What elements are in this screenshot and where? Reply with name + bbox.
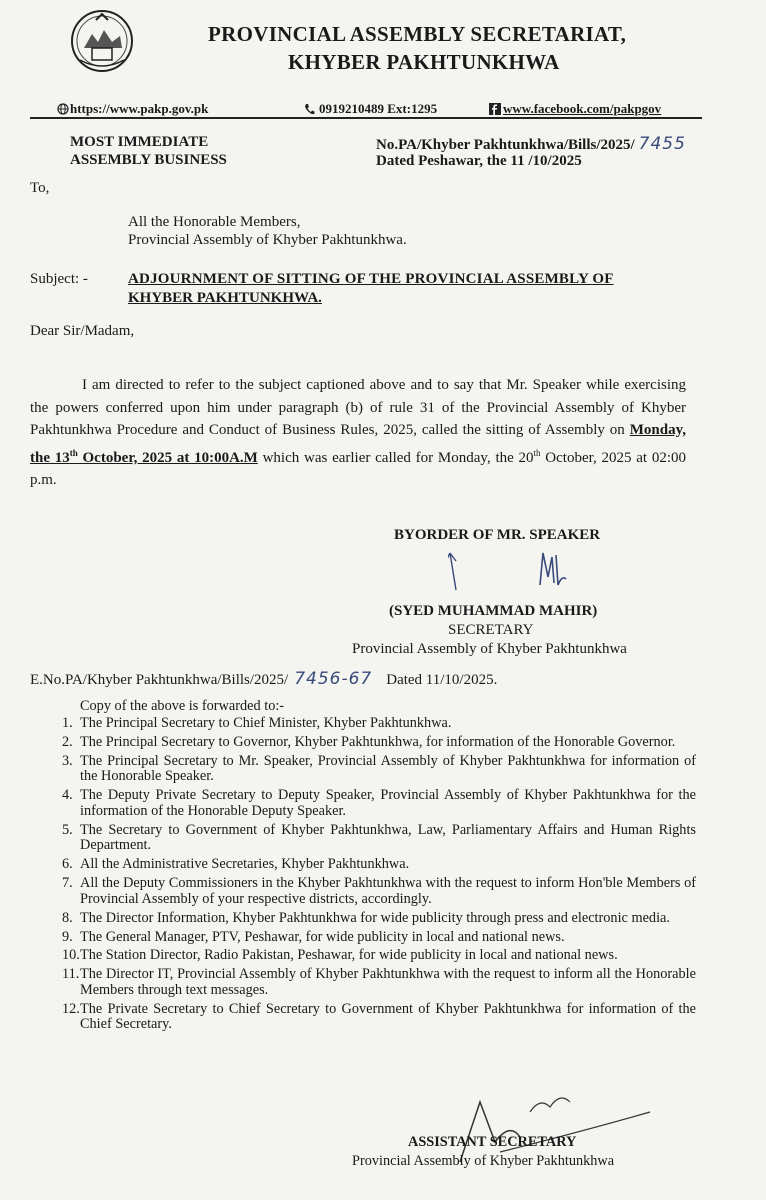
list-item-number: 12. <box>62 1000 80 1017</box>
list-item <box>62 967 696 998</box>
list-item <box>62 716 696 732</box>
signatory-designation: SECRETARY <box>448 622 534 638</box>
list-item-number: 1. <box>62 715 73 731</box>
body-text-3: October, 2025 at 02:00 p.m. <box>30 449 686 488</box>
list-item-number: 6. <box>62 856 73 873</box>
list-item-text: The Director Information, Khyber Pakhtunkhwa for wide publicity through press and electronic media. <box>80 909 670 926</box>
subject-line2: KHYBER PAKHTUNKHWA. <box>128 290 322 306</box>
list-item-number: 8. <box>62 909 73 926</box>
list-item-number: 4. <box>62 787 73 804</box>
website-contact[interactable] <box>57 101 208 117</box>
list-item <box>62 948 696 964</box>
list-item <box>62 857 696 873</box>
header-title-line1: PROVINCIAL ASSEMBLY SECRETARIAT, <box>208 22 627 46</box>
list-item-number: 10. <box>62 947 80 964</box>
facebook-link[interactable]: www.facebook.com/pakpgov <box>503 101 662 116</box>
subject-line1: ADJOURNMENT OF SITTING OF THE PROVINCIAL ASSEMBLY OF <box>128 271 614 287</box>
list-item-text: The Station Director, Radio Pakistan, Peshawar, for wide publicity in local and national news. <box>80 947 618 964</box>
header-title-line2: KHYBER PAKHTUNKHWA <box>288 50 560 74</box>
list-item-text: The Private Secretary to Chief Secretary to Government of Khyber Pakhtunkhwa for information of the Chief Secretary. <box>80 1000 696 1033</box>
list-item-text: The Deputy Private Secretary to Deputy Speaker, Provincial Assembly of Khyber Pakhtunkhwa for the information of the Honorable Deputy Speaker. <box>80 787 696 819</box>
list-item-text: The Principal Secretary to Mr. Speaker, Provincial Assembly of Khyber Pakhtunkhwa for information of the Honorable Speaker. <box>80 752 696 785</box>
to-label: To, <box>30 180 50 196</box>
website-link[interactable]: https://www.pakp.gov.pk <box>70 101 209 116</box>
priority-line1: MOST IMMEDIATE <box>70 134 209 150</box>
list-item-number: 3. <box>62 752 73 769</box>
phone-contact <box>304 101 437 117</box>
phone-icon <box>304 103 315 115</box>
signatory-name: (SYED MUHAMMAD MAHIR) <box>389 603 598 619</box>
globe-icon <box>57 103 69 115</box>
list-item <box>62 735 696 751</box>
body-highlight-b: October, 2025 at 10:00A.M <box>77 449 258 466</box>
endorsement-text: E.No.PA/Khyber Pakhtunkhwa/Bills/2025/ <box>30 672 289 688</box>
assistant-secretary-office: Provincial Assembly of Khyber Pakhtunkhwa <box>352 1153 615 1169</box>
list-item-text: The Secretary to Government of Khyber Pakhtunkhwa, Law, Parliamentary Affairs and Human Rights Department. <box>80 821 696 854</box>
body-paragraph <box>30 374 686 492</box>
handwritten-signature <box>448 545 568 605</box>
list-item <box>62 1002 696 1033</box>
list-item-number: 5. <box>62 821 73 838</box>
list-item-number: 11. <box>62 966 80 983</box>
header-divider <box>30 117 702 119</box>
signature-order: BYORDER OF MR. SPEAKER <box>394 527 601 543</box>
list-item <box>62 754 696 785</box>
reference-date: Dated Peshawar, the 11 /10/2025 <box>376 153 582 169</box>
endorsement-date: Dated 11/10/2025. <box>386 672 498 688</box>
body-text2-sup: th <box>533 447 541 458</box>
reference-text: No.PA/Khyber Pakhtunkhwa/Bills/2025/ <box>376 137 635 153</box>
list-item-number: 2. <box>62 733 73 750</box>
addressee-line2: Provincial Assembly of Khyber Pakhtunkhwa. <box>128 232 407 248</box>
assistant-secretary-designation: ASSISTANT SECRETARY <box>408 1134 577 1150</box>
body-text-1: I am directed to refer to the subject captioned above and to say that Mr. Speaker while exercising the powers conferred upon him under paragraph (b) of rule 31 of the Provincial Assembly of Khyber Pakhtunkhwa Procedure and Conduct of Business Rules, 2025, called the sitting of Assembly on <box>30 377 686 438</box>
priority-line2: ASSEMBLY BUSINESS <box>70 152 227 168</box>
list-item-text: The General Manager, PTV, Peshawar, for wide publicity in local and national news. <box>80 928 565 945</box>
list-item <box>62 788 696 819</box>
list-item-text: All the Deputy Commissioners in the Khyber Pakhtunkhwa with the request to inform Hon'ble Members of Provincial Assembly of your respective districts, accordingly. <box>80 875 696 907</box>
assembly-emblem-icon <box>70 8 134 74</box>
copy-intro: Copy of the above is forwarded to:- <box>80 698 285 714</box>
endorsement-handwritten: 7456-67 <box>294 669 373 689</box>
list-item <box>62 823 696 854</box>
phone-number: 0919210489 Ext:1295 <box>319 101 438 116</box>
copy-list <box>62 716 696 1036</box>
addressee-line1: All the Honorable Members, <box>128 214 301 230</box>
list-item-text: The Principal Secretary to Governor, Khyber Pakhtunkhwa, for information of the Honorable Governor. <box>80 733 676 750</box>
signatory-office: Provincial Assembly of Khyber Pakhtunkhwa <box>352 641 627 657</box>
facebook-contact[interactable] <box>489 101 661 117</box>
list-item-text: The Director IT, Provincial Assembly of Khyber Pakhtunkhwa with the request to inform all the Honorable Members through text messages. <box>80 966 696 998</box>
list-item-text: All the Administrative Secretaries, Khyber Pakhtunkhwa. <box>80 856 410 873</box>
reference-handwritten: 7455 <box>638 134 686 154</box>
salutation: Dear Sir/Madam, <box>30 323 135 339</box>
body-highlight-sup: th <box>69 447 78 458</box>
facebook-icon <box>489 103 501 115</box>
list-item-text: The Principal Secretary to Chief Minister, Khyber Pakhtunkhwa. <box>80 715 452 731</box>
list-item-number: 7. <box>62 875 73 892</box>
list-item <box>62 876 696 907</box>
body-text-2: which was earlier called for Monday, the 20 <box>257 449 534 466</box>
body-highlight-a: Monday, the 13 <box>30 422 686 466</box>
list-item <box>62 911 696 927</box>
list-item-number: 9. <box>62 928 73 945</box>
subject-label: Subject: - <box>30 271 88 287</box>
reference-number <box>376 134 686 154</box>
endorsement-reference <box>30 669 497 689</box>
list-item <box>62 930 696 946</box>
